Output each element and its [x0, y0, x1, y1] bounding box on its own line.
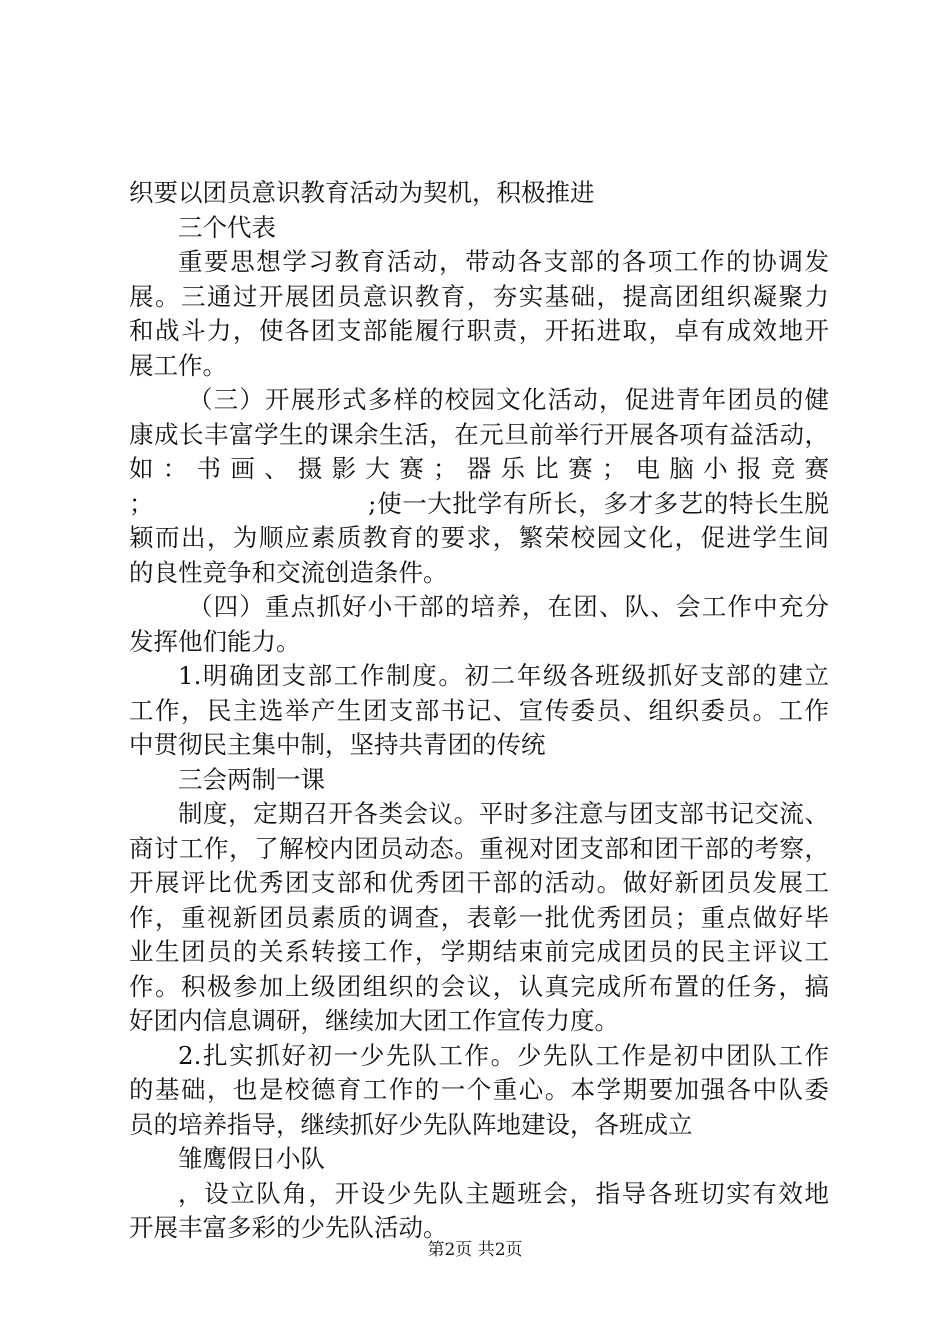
text-line: 作，重视新团员素质的调查，表彰一批优秀团员；重点做好毕 — [129, 902, 829, 932]
text-line: 发挥他们能力。 — [129, 626, 301, 656]
text-line: ，设立队角，开设少先队主题班会，指导各班切实有效地 — [178, 1178, 829, 1208]
text-line: 康成长丰富学生的课余生活，在元旦前举行开展各项有益活动， — [129, 419, 829, 449]
text-line: 1.明确团支部工作制度。初二年级各班级抓好支部的建立 — [178, 661, 829, 690]
text-line: 工作，民主选举产生团支部书记、宣传委员、组织委员。工作 — [129, 695, 829, 725]
text-line: 制度，定期召开各类会议。平时多注意与团支部书记交流、 — [178, 799, 829, 828]
text-line: 商讨工作，了解校内团员动态。重视对团支部和团干部的考察， — [129, 833, 829, 863]
text-line: 的基础，也是校德育工作的一个重心。本学期要加强各中队委 — [129, 1075, 829, 1104]
text-line: 的良性竞争和交流创造条件。 — [129, 557, 448, 587]
text-line: 开展丰富多彩的少先队活动。 — [129, 1213, 448, 1242]
page-footer: 第2页 共2页 — [427, 1240, 523, 1260]
text-line: 颖而出，为顺应素质教育的要求，繁荣校园文化，促进学生间 — [129, 523, 829, 552]
text-line: 开展评比优秀团支部和优秀团干部的活动。做好新团员发展工 — [129, 868, 829, 897]
text-line: 雏鹰假日小队 — [178, 1144, 325, 1173]
text-line: 和战斗力，使各团支部能履行职责，开拓进取，卓有成效地开 — [129, 316, 829, 345]
text-line: 中贯彻民主集中制，坚持共青团的传统 — [129, 730, 546, 759]
text-line: ； ;使一大批学有所长，多才多艺的特长生脱 — [129, 488, 829, 518]
document-body — [129, 176, 829, 1246]
text-line: 作。积极参加上级团组织的会议，认真完成所布置的任务，搞 — [129, 971, 829, 1001]
text-line: 展。三通过开展团员意识教育，夯实基础，提高团组织凝聚力 — [129, 281, 829, 311]
text-line: （三）开展形式多样的校园文化活动，促进青年团员的健 — [188, 385, 829, 414]
text-line: 重要思想学习教育活动，带动各支部的各项工作的协调发 — [178, 247, 829, 276]
text-line: 员的培养指导，继续抓好少先队阵地建设，各班成立 — [129, 1109, 693, 1139]
text-line: 织要以团员意识教育活动为契机，积极推进 — [129, 178, 595, 207]
text-line: 2.扎实抓好初一少先队工作。少先队工作是初中团队工作 — [178, 1040, 829, 1070]
text-line: 三个代表 — [178, 212, 276, 242]
text-line: 展工作。 — [129, 350, 227, 380]
text-line: 如：书画、摄影大赛；器乐比赛；电脑小报竞赛 — [129, 454, 829, 483]
text-line: 业生团员的关系转接工作，学期结束前完成团员的民主评议工 — [129, 937, 829, 966]
text-line: （四）重点抓好小干部的培养，在团、队、会工作中充分 — [188, 592, 829, 621]
text-line: 三会两制一课 — [178, 764, 325, 794]
text-line: 好团内信息调研，继续加大团工作宣传力度。 — [129, 1006, 619, 1035]
